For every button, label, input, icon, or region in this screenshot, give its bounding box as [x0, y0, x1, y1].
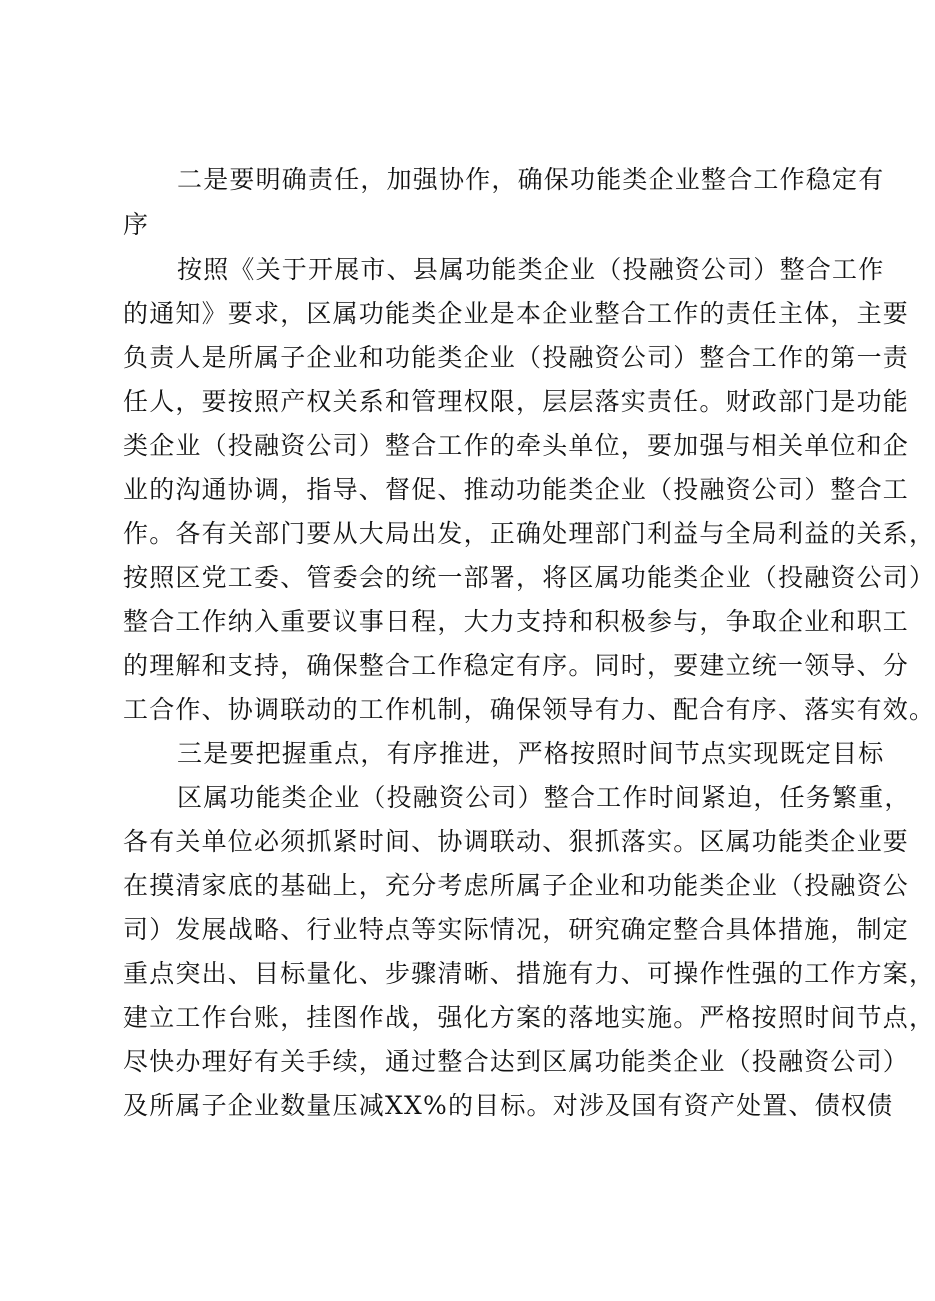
paragraph-line: 区属功能类企业（投融资公司）整合工作时间紧迫，任务繁重，: [177, 783, 911, 812]
paragraph-line: 司）发展战略、行业特点等实际情况，研究确定整合具体措施，制定: [123, 915, 910, 944]
paragraph-line: 工合作、协调联动的工作机制，确保领导有力、配合有序、落实有效。: [123, 695, 935, 724]
paragraph-line: 作。各有关部门要从大局出发，正确处理部门利益与全局利益的关系，: [123, 519, 935, 548]
paragraph-line: 各有关单位必须抓紧时间、协调联动、狠抓落实。区属功能类企业要: [123, 827, 910, 856]
paragraph-line: 负责人是所属子企业和功能类企业（投融资公司）整合工作的第一责: [123, 343, 910, 372]
section-heading-2: 二是要明确责任，加强协作，确保功能类企业整合工作稳定有: [177, 165, 885, 194]
paragraph-line: 尽快办理好有关手续，通过整合达到区属功能类企业（投融资公司）: [123, 1047, 910, 1076]
paragraph-line: 在摸清家底的基础上，充分考虑所属子企业和功能类企业（投融资公: [123, 871, 910, 900]
paragraph-line: 重点突出、目标量化、步骤清晰、措施有力、可操作性强的工作方案，: [123, 959, 935, 988]
section-heading-3: 三是要把握重点，有序推进，严格按照时间节点实现既定目标: [177, 739, 885, 768]
paragraph-line: 的理解和支持，确保整合工作稳定有序。同时，要建立统一领导、分: [123, 651, 910, 680]
paragraph-line: 的通知》要求，区属功能类企业是本企业整合工作的责任主体，主要: [123, 299, 910, 328]
paragraph-line: 类企业（投融资公司）整合工作的牵头单位，要加强与相关单位和企: [123, 431, 910, 460]
section-heading-2-continued: 序: [123, 210, 150, 239]
paragraph-line: 业的沟通协调，指导、督促、推动功能类企业（投融资公司）整合工: [123, 475, 910, 504]
paragraph-line: 建立工作台账，挂图作战，强化方案的落地实施。严格按照时间节点，: [123, 1003, 935, 1032]
paragraph-line: 整合工作纳入重要议事日程，大力支持和积极参与，争取企业和职工: [123, 607, 910, 636]
paragraph-line: 按照区党工委、管委会的统一部署，将区属功能类企业（投融资公司）: [123, 563, 935, 592]
paragraph-line: 按照《关于开展市、县属功能类企业（投融资公司）整合工作: [177, 255, 885, 284]
paragraph-line: 及所属子企业数量压减XX%的目标。对涉及国有资产处置、债权债: [123, 1091, 894, 1120]
paragraph-line: 任人，要按照产权关系和管理权限，层层落实责任。财政部门是功能: [123, 387, 910, 416]
